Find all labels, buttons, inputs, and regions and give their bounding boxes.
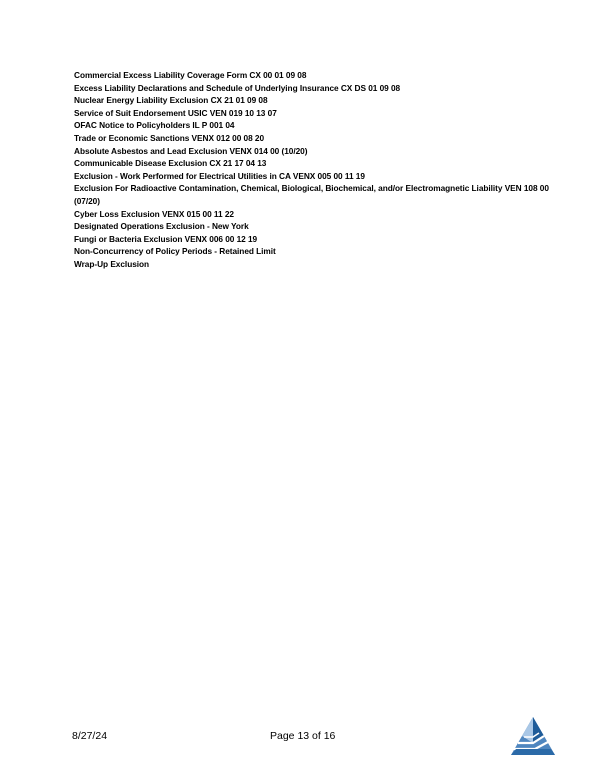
form-item: Non-Concurrency of Policy Periods - Retained Limit [74,246,276,257]
form-item: Nuclear Energy Liability Exclusion CX 21 01 09 08 [74,95,268,106]
form-item: Commercial Excess Liability Coverage Form CX 00 01 09 08 [74,70,307,80]
footer-date: 8/27/24 [72,730,108,742]
form-item: Wrap-Up Exclusion [74,258,150,269]
company-logo-icon [510,716,556,756]
form-item: Trade or Economic Sanctions VENX 012 00 08 20 [74,132,265,143]
form-item: Exclusion For Radioactive Contamination, Chemical, Biological, Biochemical, and/or Electromagnetic Liability VEN 108 00 (07/20) [74,183,549,206]
form-item: Cyber Loss Exclusion VENX 015 00 11 22 [74,208,234,219]
form-item: Absolute Asbestos and Lead Exclusion VENX 014 00 (10/20) [74,145,308,156]
form-item: Fungi or Bacteria Exclusion VENX 006 00 12 19 [74,233,258,244]
form-item: Service of Suit Endorsement USIC VEN 019 10 13 07 [74,107,277,118]
form-item: Communicable Disease Exclusion CX 21 17 04 13 [74,158,267,169]
form-item: Designated Operations Exclusion - New York [74,221,249,232]
form-item: OFAC Notice to Policyholders IL P 001 04 [74,120,235,131]
form-list [74,69,554,271]
page-number: Page 13 of 16 [270,730,336,742]
form-item: Excess Liability Declarations and Schedule of Underlying Insurance CX DS 01 09 08 [74,82,401,93]
form-item: Exclusion - Work Performed for Electrical Utilities in CA VENX 005 00 11 19 [74,170,365,181]
